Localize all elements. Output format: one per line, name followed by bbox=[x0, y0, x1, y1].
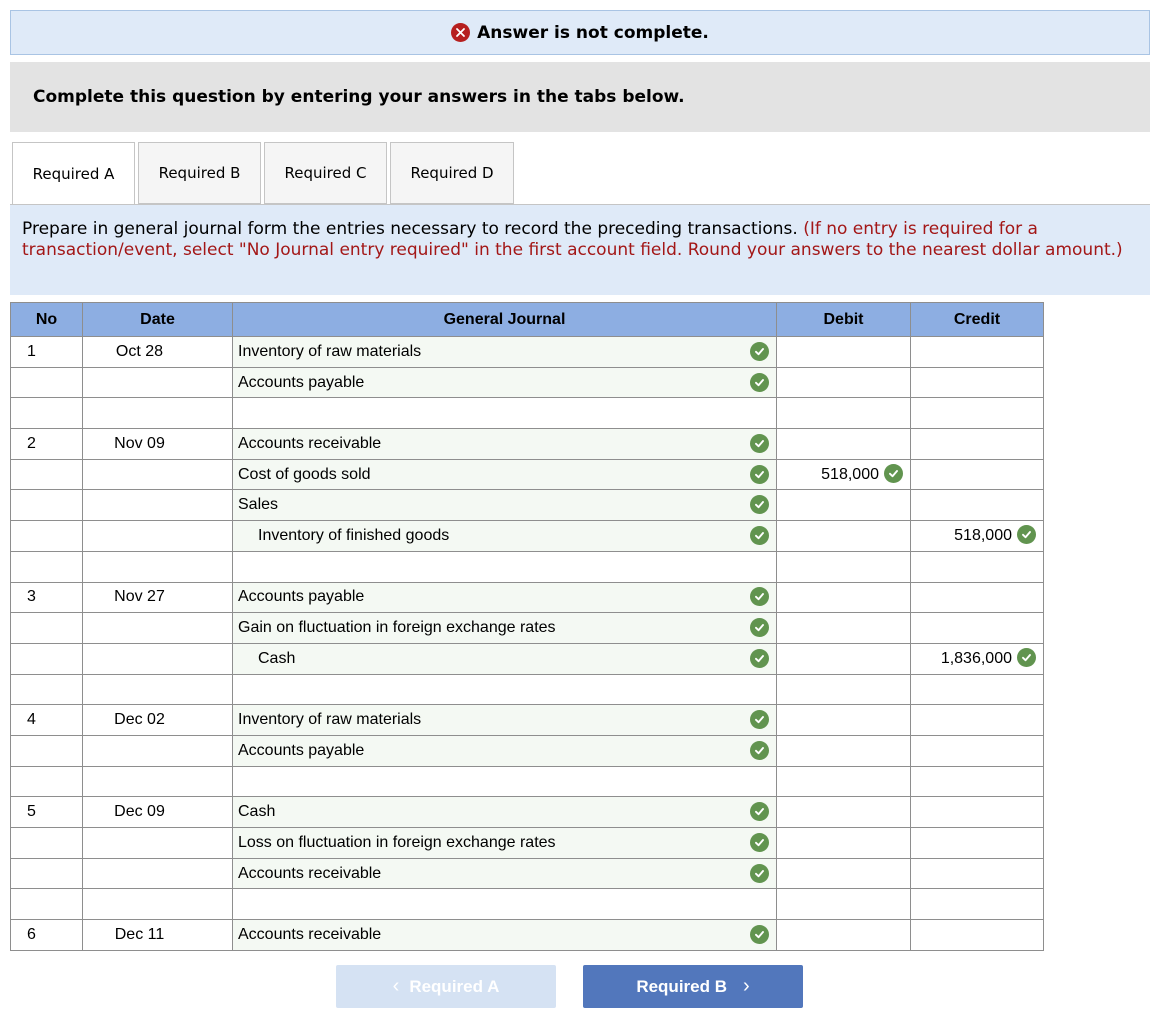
checkmark-icon bbox=[750, 864, 769, 883]
row-number bbox=[11, 613, 83, 644]
debit-cell[interactable] bbox=[777, 582, 911, 613]
row-number bbox=[11, 674, 83, 705]
row-number bbox=[11, 459, 83, 490]
checkmark-icon bbox=[750, 802, 769, 821]
debit-cell[interactable] bbox=[777, 551, 911, 582]
table-row bbox=[11, 551, 1044, 582]
account-cell[interactable] bbox=[233, 920, 777, 951]
checkmark-icon bbox=[750, 741, 769, 760]
table-row bbox=[11, 398, 1044, 429]
account-cell[interactable] bbox=[233, 735, 777, 766]
table-row bbox=[11, 705, 1044, 736]
table-row bbox=[11, 459, 1044, 490]
row-number: 3 bbox=[11, 582, 83, 613]
checkmark-icon bbox=[750, 373, 769, 392]
date-cell[interactable]: Dec 02 bbox=[83, 705, 233, 736]
account-cell[interactable] bbox=[233, 398, 777, 429]
debit-cell[interactable] bbox=[777, 398, 911, 429]
account-name: Inventory of raw materials bbox=[238, 342, 422, 360]
prompt-note: (If no entry is required for a transaction/event, select "No Journal entry required" in the first account field. Round your answers to the nearest dollar amount.) bbox=[22, 219, 1123, 260]
row-number: 4 bbox=[11, 705, 83, 736]
credit-cell[interactable] bbox=[911, 398, 1044, 429]
prompt-text: Prepare in general journal form the entries necessary to record the preceding transactions. bbox=[22, 219, 798, 239]
previous-tab-button[interactable] bbox=[336, 965, 556, 1008]
account-name: Accounts receivable bbox=[238, 434, 382, 452]
date-cell[interactable] bbox=[83, 674, 233, 705]
debit-cell[interactable] bbox=[777, 858, 911, 889]
credit-cell[interactable] bbox=[911, 858, 1044, 889]
row-number bbox=[11, 889, 83, 920]
account-cell[interactable] bbox=[233, 337, 777, 368]
header-credit: Credit bbox=[911, 303, 1044, 337]
credit-cell[interactable] bbox=[911, 551, 1044, 582]
date-cell[interactable]: Nov 09 bbox=[83, 429, 233, 460]
date-cell[interactable] bbox=[83, 551, 233, 582]
table-row bbox=[11, 920, 1044, 951]
account-cell[interactable] bbox=[233, 429, 777, 460]
account-cell[interactable] bbox=[233, 459, 777, 490]
row-number bbox=[11, 490, 83, 521]
row-number: 2 bbox=[11, 429, 83, 460]
date-cell[interactable]: Nov 27 bbox=[83, 582, 233, 613]
table-row bbox=[11, 367, 1044, 398]
date-cell[interactable] bbox=[83, 398, 233, 429]
checkmark-icon bbox=[750, 925, 769, 944]
status-banner bbox=[10, 10, 1150, 55]
credit-cell[interactable] bbox=[911, 582, 1044, 613]
account-name: Cash bbox=[238, 803, 276, 821]
date-cell[interactable] bbox=[83, 828, 233, 859]
date-cell[interactable] bbox=[83, 735, 233, 766]
credit-cell[interactable] bbox=[911, 889, 1044, 920]
tab-required-a[interactable]: Required A bbox=[12, 142, 135, 205]
checkmark-icon bbox=[750, 465, 769, 484]
chevron-left-icon: ‹ bbox=[392, 975, 400, 997]
account-name: Gain on fluctuation in foreign exchange rates bbox=[238, 619, 556, 637]
date-cell[interactable] bbox=[83, 613, 233, 644]
debit-cell[interactable] bbox=[777, 920, 911, 951]
table-row bbox=[11, 858, 1044, 889]
account-name: Accounts receivable bbox=[238, 864, 382, 882]
checkmark-icon bbox=[1017, 648, 1036, 667]
table-row bbox=[11, 613, 1044, 644]
debit-cell[interactable] bbox=[777, 766, 911, 797]
date-cell[interactable] bbox=[83, 521, 233, 552]
row-number bbox=[11, 398, 83, 429]
next-tab-button[interactable] bbox=[583, 965, 803, 1008]
row-number bbox=[11, 551, 83, 582]
row-number bbox=[11, 367, 83, 398]
question-prompt bbox=[10, 205, 1150, 295]
row-number bbox=[11, 735, 83, 766]
general-journal-table bbox=[10, 302, 1044, 951]
debit-cell[interactable] bbox=[777, 367, 911, 398]
credit-cell[interactable] bbox=[911, 735, 1044, 766]
table-row bbox=[11, 766, 1044, 797]
checkmark-icon bbox=[750, 495, 769, 514]
row-number bbox=[11, 828, 83, 859]
checkmark-icon bbox=[750, 618, 769, 637]
instructions-box bbox=[10, 62, 1150, 132]
account-cell[interactable] bbox=[233, 643, 777, 674]
credit-cell-value: 518,000 bbox=[954, 526, 1012, 544]
header-date: Date bbox=[83, 303, 233, 337]
debit-cell-value: 518,000 bbox=[821, 465, 879, 483]
next-tab-label: Required B bbox=[636, 976, 727, 996]
credit-cell[interactable] bbox=[911, 920, 1044, 951]
account-name: Inventory of raw materials bbox=[238, 711, 422, 729]
date-cell[interactable] bbox=[83, 858, 233, 889]
row-number bbox=[11, 643, 83, 674]
tab-bar bbox=[12, 142, 517, 205]
checkmark-icon bbox=[884, 464, 903, 483]
debit-cell[interactable] bbox=[777, 643, 911, 674]
checkmark-icon bbox=[750, 587, 769, 606]
checkmark-icon bbox=[750, 526, 769, 545]
debit-cell[interactable] bbox=[777, 490, 911, 521]
header-general-journal: General Journal bbox=[233, 303, 777, 337]
debit-cell[interactable] bbox=[777, 337, 911, 368]
debit-cell[interactable] bbox=[777, 459, 911, 490]
account-name: Accounts payable bbox=[238, 373, 365, 391]
account-cell[interactable] bbox=[233, 674, 777, 705]
row-number: 5 bbox=[11, 797, 83, 828]
row-number bbox=[11, 858, 83, 889]
chevron-right-icon: › bbox=[743, 975, 750, 997]
credit-cell[interactable] bbox=[911, 766, 1044, 797]
debit-cell[interactable] bbox=[777, 797, 911, 828]
account-name: Cash bbox=[258, 649, 296, 667]
account-name: Inventory of finished goods bbox=[258, 526, 450, 544]
x-icon bbox=[451, 23, 470, 42]
credit-cell[interactable] bbox=[911, 674, 1044, 705]
credit-cell[interactable] bbox=[911, 521, 1044, 552]
account-cell[interactable] bbox=[233, 367, 777, 398]
tab-required-b[interactable]: Required B bbox=[138, 142, 261, 204]
row-number: 1 bbox=[11, 337, 83, 368]
checkmark-icon bbox=[750, 434, 769, 453]
account-name: Loss on fluctuation in foreign exchange rates bbox=[238, 833, 556, 851]
table-row bbox=[11, 828, 1044, 859]
debit-cell[interactable] bbox=[777, 889, 911, 920]
tab-required-d[interactable]: Required D bbox=[390, 142, 514, 204]
date-cell[interactable]: Oct 28 bbox=[83, 337, 233, 368]
debit-cell[interactable] bbox=[777, 705, 911, 736]
account-cell[interactable] bbox=[233, 705, 777, 736]
account-name: Accounts payable bbox=[238, 588, 365, 606]
account-cell[interactable] bbox=[233, 828, 777, 859]
table-row bbox=[11, 797, 1044, 828]
credit-cell[interactable] bbox=[911, 459, 1044, 490]
account-name: Sales bbox=[238, 496, 279, 514]
debit-cell[interactable] bbox=[777, 613, 911, 644]
date-cell[interactable] bbox=[83, 766, 233, 797]
credit-cell[interactable] bbox=[911, 613, 1044, 644]
debit-cell[interactable] bbox=[777, 521, 911, 552]
account-cell[interactable] bbox=[233, 490, 777, 521]
account-cell[interactable] bbox=[233, 889, 777, 920]
date-cell[interactable] bbox=[83, 490, 233, 521]
credit-cell[interactable] bbox=[911, 828, 1044, 859]
table-row bbox=[11, 889, 1044, 920]
checkmark-icon bbox=[750, 649, 769, 668]
table-row bbox=[11, 582, 1044, 613]
account-name: Cost of goods sold bbox=[238, 465, 371, 483]
previous-tab-label: Required A bbox=[409, 976, 500, 996]
instructions-text: Complete this question by entering your answers in the tabs below. bbox=[33, 87, 685, 107]
date-cell[interactable] bbox=[83, 889, 233, 920]
table-header-row bbox=[11, 303, 1044, 337]
account-cell[interactable] bbox=[233, 858, 777, 889]
credit-cell[interactable] bbox=[911, 490, 1044, 521]
tab-required-c[interactable]: Required C bbox=[264, 142, 387, 204]
account-cell[interactable] bbox=[233, 551, 777, 582]
table-row bbox=[11, 490, 1044, 521]
credit-cell[interactable] bbox=[911, 643, 1044, 674]
checkmark-icon bbox=[750, 833, 769, 852]
header-no: No bbox=[11, 303, 83, 337]
credit-cell[interactable] bbox=[911, 429, 1044, 460]
table-row bbox=[11, 674, 1044, 705]
debit-cell[interactable] bbox=[777, 429, 911, 460]
date-cell[interactable] bbox=[83, 459, 233, 490]
debit-cell[interactable] bbox=[777, 674, 911, 705]
date-cell[interactable]: Dec 09 bbox=[83, 797, 233, 828]
checkmark-icon bbox=[1017, 525, 1036, 544]
table-row bbox=[11, 429, 1044, 460]
credit-cell[interactable] bbox=[911, 367, 1044, 398]
account-name: Accounts payable bbox=[238, 741, 365, 759]
account-cell[interactable] bbox=[233, 766, 777, 797]
checkmark-icon bbox=[750, 342, 769, 361]
date-cell[interactable]: Dec 11 bbox=[83, 920, 233, 951]
credit-cell[interactable] bbox=[911, 337, 1044, 368]
header-debit: Debit bbox=[777, 303, 911, 337]
credit-cell[interactable] bbox=[911, 797, 1044, 828]
row-number: 6 bbox=[11, 920, 83, 951]
account-name: Accounts receivable bbox=[238, 925, 382, 943]
table-row bbox=[11, 735, 1044, 766]
table-row bbox=[11, 521, 1044, 552]
date-cell[interactable] bbox=[83, 367, 233, 398]
table-row bbox=[11, 643, 1044, 674]
account-cell[interactable] bbox=[233, 521, 777, 552]
account-cell[interactable] bbox=[233, 613, 777, 644]
status-message: Answer is not complete. bbox=[477, 22, 709, 43]
debit-cell[interactable] bbox=[777, 735, 911, 766]
debit-cell[interactable] bbox=[777, 828, 911, 859]
credit-cell-value: 1,836,000 bbox=[940, 649, 1012, 667]
date-cell[interactable] bbox=[83, 643, 233, 674]
table-row bbox=[11, 337, 1044, 368]
account-cell[interactable] bbox=[233, 797, 777, 828]
row-number bbox=[11, 766, 83, 797]
credit-cell[interactable] bbox=[911, 705, 1044, 736]
account-cell[interactable] bbox=[233, 582, 777, 613]
row-number bbox=[11, 521, 83, 552]
checkmark-icon bbox=[750, 710, 769, 729]
